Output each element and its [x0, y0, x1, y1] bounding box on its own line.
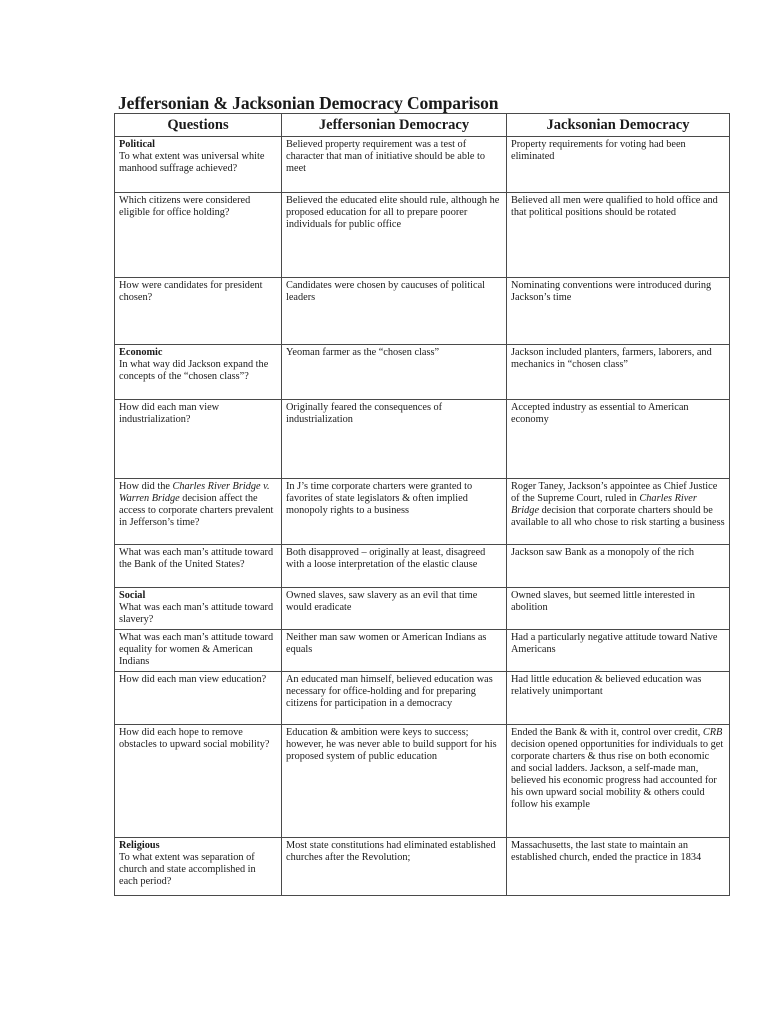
question-text: How were candidates for president chosen? — [119, 280, 263, 303]
jeffersonian-cell: Yeoman farmer as the “chosen class” — [282, 345, 507, 400]
table-row — [115, 672, 730, 725]
case-name: Charles River Bridge — [511, 493, 697, 516]
question-cell — [115, 588, 282, 630]
table-row — [115, 588, 730, 630]
question-cell — [115, 545, 282, 588]
question-cell — [115, 630, 282, 672]
question-text: How did each man view industrialization? — [119, 402, 220, 425]
jeffersonian-cell: Neither man saw women or American Indians as equals — [282, 630, 507, 672]
case-name: Charles River Bridge v. Warren Bridge — [119, 481, 270, 504]
question-text: What was each man’s attitude toward slavery? — [119, 602, 274, 625]
category-label: Religious — [119, 840, 160, 851]
jeffersonian-cell: Believed property requirement was a test of character that man of initiative should be able to meet — [282, 137, 507, 193]
question-text: How did each man view education? — [119, 674, 267, 685]
jacksonian-cell: Owned slaves, but seemed little interested in abolition — [507, 588, 730, 630]
question-cell — [115, 479, 282, 545]
category-label: Political — [119, 139, 156, 150]
jacksonian-cell: Jackson included planters, farmers, laborers, and mechanics in “chosen class” — [507, 345, 730, 400]
question-text: In what way did Jackson expand the concepts of the “chosen class”? — [119, 359, 269, 382]
header-questions: Questions — [115, 114, 282, 137]
question-text: How did the — [119, 481, 173, 492]
answer-text-cont: decision that corporate charters should be available to all who chose to risk starting a business — [511, 505, 725, 528]
answer-text-cont: decision opened opportunities for individuals to get corporate charters & thus rise on both economic and social ladders. Jackson, a self-made man, believed his economic progress had accounted for his own upward social mobility & others could follow his example — [511, 739, 724, 810]
answer-text: Ended the Bank & with it, control over credit, — [511, 727, 703, 738]
question-cell — [115, 193, 282, 278]
jacksonian-cell — [507, 725, 730, 838]
header-jeffersonian: Jeffersonian Democracy — [282, 114, 507, 137]
question-cell — [115, 400, 282, 479]
jeffersonian-cell: Believed the educated elite should rule, although he proposed education for all to prepare poorer individuals for public office — [282, 193, 507, 278]
category-label: Economic — [119, 347, 163, 358]
question-text-cont: decision affect the access to corporate charters prevalent in Jefferson’s time? — [119, 493, 274, 528]
jacksonian-cell: Property requirements for voting had been eliminated — [507, 137, 730, 193]
jacksonian-cell: Accepted industry as essential to American economy — [507, 400, 730, 479]
jacksonian-cell: Jackson saw Bank as a monopoly of the rich — [507, 545, 730, 588]
question-text: To what extent was separation of church and state accomplished in each period? — [119, 852, 256, 887]
jacksonian-cell — [507, 479, 730, 545]
question-cell — [115, 345, 282, 400]
document-title: Jeffersonian & Jacksonian Democracy Comparison — [118, 93, 499, 113]
header-jacksonian: Jacksonian Democracy — [507, 114, 730, 137]
jeffersonian-cell: Candidates were chosen by caucuses of political leaders — [282, 278, 507, 345]
jacksonian-cell: Believed all men were qualified to hold office and that political positions should be rotated — [507, 193, 730, 278]
category-label: Social — [119, 590, 146, 601]
jacksonian-cell: Massachusetts, the last state to maintain an established church, ended the practice in 1834 — [507, 838, 730, 896]
jeffersonian-cell: Most state constitutions had eliminated established churches after the Revolution; — [282, 838, 507, 896]
jeffersonian-cell: An educated man himself, believed education was necessary for office-holding and for preparing citizens for participation in a democracy — [282, 672, 507, 725]
jeffersonian-cell: Education & ambition were keys to success; however, he was never able to build support for his proposed system of public education — [282, 725, 507, 838]
table-row — [115, 479, 730, 545]
abbreviation: CRB — [702, 727, 723, 738]
question-cell — [115, 725, 282, 838]
table-row — [115, 278, 730, 345]
header-row — [115, 114, 730, 137]
jacksonian-cell: Nominating conventions were introduced during Jackson’s time — [507, 278, 730, 345]
table-row — [115, 725, 730, 838]
table-row — [115, 838, 730, 896]
table-row — [115, 137, 730, 193]
question-text: How did each hope to remove obstacles to upward social mobility? — [119, 727, 270, 750]
question-text: What was each man’s attitude toward equality for women & American Indians — [119, 632, 274, 667]
table-row — [115, 193, 730, 278]
table-row — [115, 400, 730, 479]
comparison-table — [114, 113, 730, 896]
table-row — [115, 630, 730, 672]
question-cell — [115, 672, 282, 725]
table-row — [115, 345, 730, 400]
question-cell — [115, 137, 282, 193]
jeffersonian-cell: In J’s time corporate charters were granted to favorites of state legislators & often implied monopoly rights to a business — [282, 479, 507, 545]
jeffersonian-cell: Both disapproved – originally at least, disagreed with a loose interpretation of the elastic clause — [282, 545, 507, 588]
question-text: What was each man’s attitude toward the Bank of the United States? — [119, 547, 274, 570]
question-text: To what extent was universal white manhood suffrage achieved? — [119, 151, 265, 174]
jeffersonian-cell: Owned slaves, saw slavery as an evil that time would eradicate — [282, 588, 507, 630]
question-cell — [115, 838, 282, 896]
answer-text: Roger Taney, Jackson’s appointee as Chief Justice of the Supreme Court, ruled in — [511, 481, 718, 504]
question-text: Which citizens were considered eligible for office holding? — [119, 195, 251, 218]
table-row — [115, 545, 730, 588]
jeffersonian-cell: Originally feared the consequences of industrialization — [282, 400, 507, 479]
question-cell — [115, 278, 282, 345]
jacksonian-cell: Had a particularly negative attitude toward Native Americans — [507, 630, 730, 672]
jacksonian-cell: Had little education & believed education was relatively unimportant — [507, 672, 730, 725]
